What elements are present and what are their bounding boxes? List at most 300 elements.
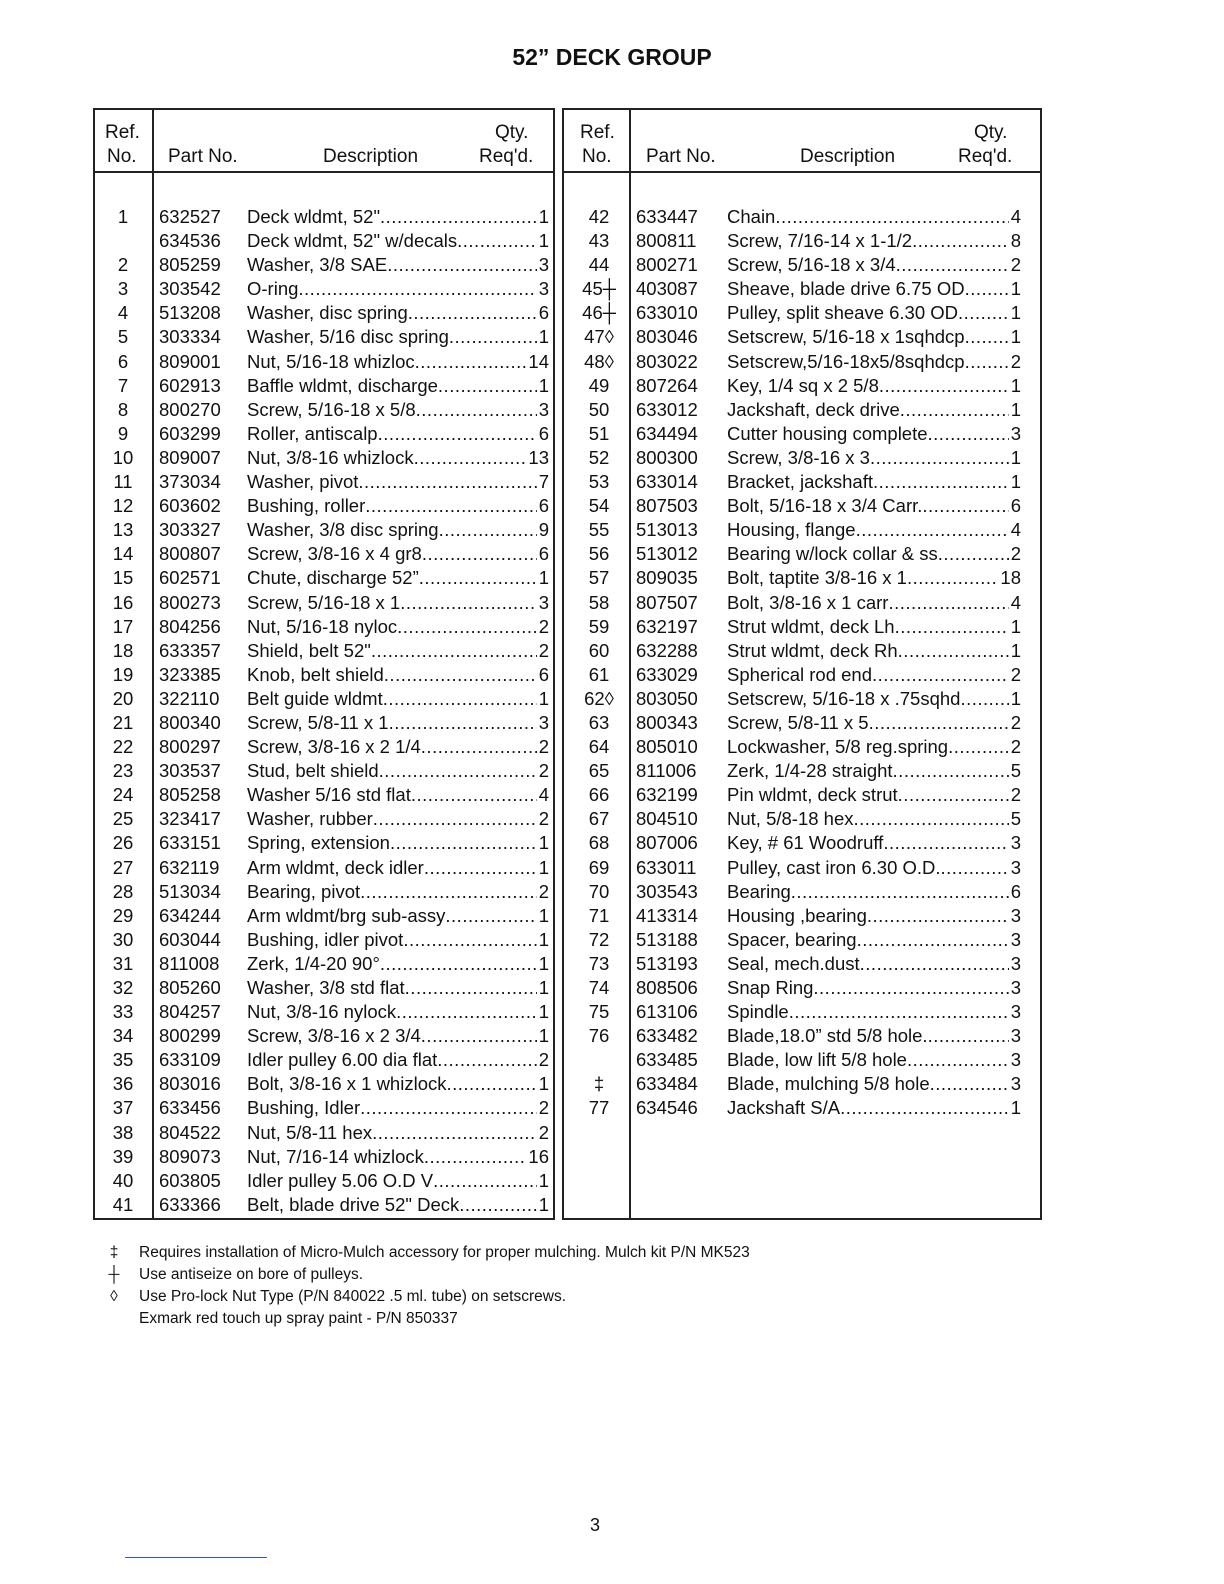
description-text: Bearing <box>727 880 791 902</box>
description-cell <box>727 904 1021 928</box>
table-row <box>564 880 1040 904</box>
description-text: Washer, 3/8 SAE <box>247 254 388 276</box>
description-cell <box>727 735 1021 759</box>
part-number: 323385 <box>159 663 221 685</box>
description-cell <box>247 494 549 518</box>
description-cell <box>247 1000 549 1024</box>
dot-leader <box>411 783 537 807</box>
dot-leader <box>378 422 537 446</box>
ref-number: 7 <box>117 374 129 396</box>
ref-number: 52 <box>588 446 610 468</box>
ref-number: 9 <box>117 422 129 444</box>
dot-leader <box>437 1048 536 1072</box>
ref-number: 21 <box>112 711 134 733</box>
ref-number: 26 <box>112 832 134 854</box>
quantity: 6 <box>1010 495 1021 517</box>
description-cell <box>727 976 1021 1000</box>
part-number: 800811 <box>636 230 697 252</box>
dot-leader <box>879 374 1009 398</box>
description-cell <box>727 542 1021 566</box>
description-cell <box>247 374 549 398</box>
part-number: 809035 <box>636 567 698 589</box>
quantity: 4 <box>1010 206 1021 227</box>
ref-number: 65 <box>588 760 610 782</box>
description-cell <box>247 1024 549 1048</box>
table-row <box>95 1121 553 1145</box>
footnote-text: Exmark red touch up spray paint - P/N 850337 <box>139 1310 458 1327</box>
table-row <box>564 591 1040 615</box>
description-text: Cutter housing complete <box>727 422 928 444</box>
table-row <box>564 904 1040 928</box>
ref-number: 56 <box>588 543 610 565</box>
description-cell <box>247 759 549 783</box>
table-row <box>564 976 1040 1000</box>
quantity: 2 <box>1010 663 1021 685</box>
dot-leader <box>408 301 537 325</box>
table-row <box>564 446 1040 470</box>
description-text: Nut, 5/8-11 hex <box>247 1121 373 1143</box>
ref-number: 59 <box>588 615 610 637</box>
description-text: Deck wldmt, 52" w/decals <box>247 230 458 252</box>
table-row <box>564 1024 1040 1048</box>
table-row <box>564 711 1040 735</box>
part-number: 807006 <box>636 832 698 854</box>
description-cell <box>727 687 1021 711</box>
quantity: 1 <box>1010 302 1021 324</box>
dot-leader <box>360 1096 537 1120</box>
part-number: 632527 <box>159 206 221 227</box>
dot-leader <box>373 807 537 831</box>
dot-leader <box>416 398 537 422</box>
ref-number: 58 <box>588 591 610 613</box>
description-text: Housing, flange <box>727 519 856 541</box>
description-cell <box>247 1145 549 1169</box>
quantity: 3 <box>1010 952 1021 974</box>
ref-number: 33 <box>112 1001 134 1023</box>
part-number: 633447 <box>636 206 698 227</box>
table-row <box>564 639 1040 663</box>
dot-leader <box>384 663 537 687</box>
table-row <box>95 374 553 398</box>
description-header: Description <box>800 146 896 167</box>
description-text: Stud, belt shield <box>247 760 379 782</box>
description-text: Jackshaft, deck drive <box>727 398 900 420</box>
ref-number: 44 <box>588 254 610 276</box>
table-row <box>564 518 1040 542</box>
quantity: 2 <box>538 736 549 758</box>
description-text: Washer, 3/8 std flat <box>247 977 405 998</box>
table-row <box>564 1072 1040 1096</box>
quantity: 2 <box>1010 736 1021 758</box>
parts-table-left <box>93 108 555 1220</box>
dot-leader <box>298 277 536 301</box>
description-text: Setscrew,5/16-18x5/8sqhdcp <box>727 350 965 372</box>
dot-leader <box>439 518 537 542</box>
part-number: 634546 <box>636 1097 698 1119</box>
description-cell <box>727 422 1021 446</box>
quantity: 1 <box>1010 326 1021 348</box>
quantity: 3 <box>1010 832 1021 854</box>
quantity: 1 <box>538 206 549 227</box>
table-row <box>95 904 553 928</box>
description-cell <box>247 1169 549 1193</box>
part-number: 803022 <box>636 350 698 372</box>
description-cell <box>247 807 549 831</box>
table-row <box>95 229 553 253</box>
table-row <box>95 1024 553 1048</box>
description-text: Spring, extension <box>247 832 390 854</box>
quantity: 3 <box>1010 422 1021 444</box>
description-cell <box>247 880 549 904</box>
part-number: 807264 <box>636 374 698 396</box>
ref-number: 3 <box>117 278 129 300</box>
quantity: 6 <box>538 543 549 565</box>
description-cell <box>247 1096 549 1120</box>
table-row <box>95 494 553 518</box>
table-row <box>95 928 553 952</box>
description-cell <box>247 205 549 229</box>
quantity: 1 <box>538 977 549 998</box>
description-text: Washer, 5/16 disc spring <box>247 326 449 348</box>
description-cell <box>247 518 549 542</box>
quantity: 1 <box>538 230 549 252</box>
ref-number: 14 <box>112 543 134 565</box>
table-row <box>95 831 553 855</box>
quantity: 2 <box>1010 543 1021 565</box>
dot-leader <box>789 1000 1009 1024</box>
description-cell <box>247 253 549 277</box>
description-text: Pulley, cast iron 6.30 O.D. <box>727 856 941 878</box>
description-text: Belt, blade drive 52" Deck <box>247 1193 460 1215</box>
description-text: Bolt, taptite 3/8-16 x 1 <box>727 567 907 589</box>
part-number: 803046 <box>636 326 698 348</box>
dot-leader <box>965 325 1009 349</box>
part-number: 800340 <box>159 711 221 733</box>
description-text: Zerk, 1/4-28 straight <box>727 760 893 782</box>
part-number: 403087 <box>636 278 698 300</box>
description-text: Screw, 3/8-16 x 4 gr8 <box>247 543 422 565</box>
quantity: 1 <box>1010 278 1021 300</box>
description-cell <box>727 615 1021 639</box>
description-text: Key, 1/4 sq x 2 5/8 <box>727 374 879 396</box>
part-number: 632199 <box>636 784 698 806</box>
quantity: 1 <box>1010 398 1021 420</box>
dot-leader <box>922 494 1008 518</box>
parts-rows-left <box>95 205 553 1217</box>
table-row <box>95 856 553 880</box>
quantity: 3 <box>538 711 549 733</box>
quantity: 1 <box>538 832 549 854</box>
quantity: 6 <box>538 663 549 685</box>
dot-leader <box>380 205 537 229</box>
table-row <box>95 807 553 831</box>
quantity: 2 <box>1010 711 1021 733</box>
description-text: Deck wldmt, 52" <box>247 206 381 227</box>
quantity: 4 <box>1010 519 1021 541</box>
ref-number: 55 <box>588 519 610 541</box>
part-number: 800299 <box>159 1025 221 1047</box>
dot-leader <box>896 253 1009 277</box>
table-row <box>95 422 553 446</box>
footnote <box>104 1286 750 1308</box>
dot-leader <box>424 1145 527 1169</box>
part-number: 800297 <box>159 736 221 758</box>
table-row <box>95 1048 553 1072</box>
description-text: Sheave, blade drive 6.75 OD <box>727 278 965 300</box>
description-cell <box>727 398 1021 422</box>
ref-number: 5 <box>117 326 129 348</box>
dot-leader <box>372 1121 537 1145</box>
footnote <box>104 1308 750 1330</box>
description-text: Washer, disc spring <box>247 302 408 324</box>
dot-leader <box>867 904 1009 928</box>
quantity: 2 <box>1010 784 1021 806</box>
ref-number: 72 <box>588 928 610 950</box>
part-header: Part No. <box>168 146 238 167</box>
quantity: 1 <box>1010 639 1021 661</box>
quantity: 3 <box>538 398 549 420</box>
description-text: Spindle <box>727 1001 789 1023</box>
ref-number: 13 <box>112 519 134 541</box>
dot-leader <box>930 1072 1009 1096</box>
description-cell <box>727 325 1021 349</box>
footnote-symbol: ‡ <box>109 1244 119 1261</box>
ref-number: 40 <box>112 1169 134 1191</box>
ref-number: 28 <box>112 880 134 902</box>
dot-leader <box>414 446 527 470</box>
description-text: Arm wldmt, deck idler <box>247 856 424 878</box>
ref-number: 34 <box>112 1025 134 1047</box>
dot-leader <box>965 277 1009 301</box>
ref-number: 69 <box>588 856 610 878</box>
description-cell <box>727 663 1021 687</box>
quantity: 3 <box>538 278 549 300</box>
dot-leader <box>857 928 1009 952</box>
quantity: 9 <box>538 519 549 541</box>
description-text: Nut, 7/16-14 whizlock <box>247 1145 424 1167</box>
footnote-symbol: ┼ <box>108 1266 120 1283</box>
dot-leader <box>895 615 1009 639</box>
description-cell <box>727 350 1021 374</box>
parts-rows-right <box>564 205 1040 1121</box>
description-text: Washer, 3/8 disc spring <box>247 519 439 541</box>
part-number: 513193 <box>636 952 698 974</box>
dot-leader <box>948 735 1009 759</box>
quantity: 3 <box>1010 977 1021 998</box>
table-row <box>95 398 553 422</box>
part-number: 634494 <box>636 422 698 444</box>
description-text: Spacer, bearing <box>727 928 857 950</box>
table-row <box>95 1072 553 1096</box>
ref-number: 2 <box>117 254 129 276</box>
quantity: 2 <box>1010 350 1021 372</box>
description-cell <box>247 928 549 952</box>
table-row <box>95 1000 553 1024</box>
ref-number: 23 <box>112 760 134 782</box>
description-text: Screw, 3/8-16 x 2 3/4 <box>247 1025 421 1047</box>
part-number: 303327 <box>159 519 221 541</box>
quantity: 1 <box>1010 615 1021 637</box>
quantity: 1 <box>1010 471 1021 493</box>
dot-leader <box>415 350 527 374</box>
description-cell <box>727 639 1021 663</box>
quantity: 3 <box>1010 856 1021 878</box>
description-cell <box>727 880 1021 904</box>
table-row <box>95 253 553 277</box>
quantity: 1 <box>538 904 549 926</box>
quantity: 1 <box>538 856 549 878</box>
description-cell <box>727 1024 1021 1048</box>
table-row <box>564 494 1040 518</box>
part-number: 805258 <box>159 784 221 806</box>
ref-number: 73 <box>588 952 610 974</box>
description-text: Bolt, 5/16-18 x 3/4 Carr. <box>727 495 923 517</box>
dot-leader <box>424 856 537 880</box>
quantity: 3 <box>1010 1025 1021 1047</box>
quantity: 1 <box>538 374 549 396</box>
ref-number: 57 <box>588 567 610 589</box>
part-number: 323417 <box>159 808 221 830</box>
description-cell <box>727 591 1021 615</box>
quantity: 2 <box>1010 254 1021 276</box>
quantity: 2 <box>538 1097 549 1119</box>
table-row <box>95 783 553 807</box>
ref-number: 4 <box>117 302 129 324</box>
description-cell <box>727 831 1021 855</box>
description-text: Nut, 5/16-18 whizloc <box>247 350 415 372</box>
page-number: 3 <box>589 1515 600 1535</box>
quantity: 1 <box>538 567 549 589</box>
description-text: Screw, 5/16-18 x 3/4 <box>727 254 896 276</box>
table-row <box>95 1193 553 1217</box>
ref-number: 49 <box>588 374 610 396</box>
ref-number: 22 <box>112 736 134 758</box>
description-cell <box>247 711 549 735</box>
table-row <box>95 470 553 494</box>
table-row <box>95 663 553 687</box>
ref-number: 29 <box>112 904 134 926</box>
dot-leader <box>813 976 1008 1000</box>
dot-leader <box>870 446 1009 470</box>
description-cell <box>727 928 1021 952</box>
description-cell <box>727 253 1021 277</box>
part-number: 633109 <box>159 1049 221 1071</box>
table-row <box>564 374 1040 398</box>
ref-number: 46┼ <box>582 302 616 324</box>
quantity: 3 <box>538 254 549 276</box>
ref-number: 11 <box>113 471 133 493</box>
quantity: 14 <box>528 350 549 372</box>
quantity: 3 <box>1010 904 1021 926</box>
description-cell <box>727 1096 1021 1120</box>
description-cell <box>727 518 1021 542</box>
description-text: Pulley, split sheave 6.30 OD <box>727 302 959 324</box>
description-text: Knob, belt shield <box>247 663 384 685</box>
quantity: 1 <box>1010 374 1021 396</box>
ref-number: 8 <box>117 398 129 420</box>
dot-leader <box>791 880 1009 904</box>
ref-number: 60 <box>588 639 610 661</box>
quantity: 2 <box>538 1049 549 1071</box>
description-text: Washer, pivot <box>247 471 359 493</box>
table-row <box>564 566 1040 590</box>
part-number: 603299 <box>159 422 221 444</box>
description-text: Spherical rod end <box>727 663 873 685</box>
description-cell <box>247 952 549 976</box>
description-text: Strut wldmt, deck Lh <box>727 615 895 637</box>
description-cell <box>247 325 549 349</box>
ref-number: 75 <box>588 1001 610 1023</box>
quantity: 1 <box>1010 1097 1021 1119</box>
table-row <box>564 470 1040 494</box>
qty-header-line2: Req'd. <box>958 146 1013 167</box>
description-cell <box>727 1000 1021 1024</box>
dot-leader <box>873 470 1009 494</box>
dot-leader <box>965 350 1009 374</box>
dot-leader <box>941 856 1009 880</box>
ref-number: 74 <box>588 977 610 998</box>
dot-leader <box>358 470 536 494</box>
dot-leader <box>872 663 1009 687</box>
description-text: Idler pulley 5.06 O.D V <box>247 1169 434 1191</box>
part-number: 805259 <box>159 254 221 276</box>
part-number: 804510 <box>636 808 698 830</box>
description-text: Idler pulley 6.00 dia flat <box>247 1049 438 1071</box>
table-row <box>564 783 1040 807</box>
ref-number: 12 <box>112 495 134 517</box>
quantity: 1 <box>538 952 549 974</box>
description-cell <box>727 783 1021 807</box>
table-row <box>564 856 1040 880</box>
dot-leader <box>457 229 537 253</box>
description-text: Belt guide wldmt <box>247 687 383 709</box>
qty-header-line2: Req'd. <box>479 146 534 167</box>
ref-number: 27 <box>112 856 134 878</box>
quantity: 6 <box>538 302 549 324</box>
description-text: Baffle wldmt, discharge <box>247 374 438 396</box>
part-number: 373034 <box>159 471 221 493</box>
description-text: Blade, low lift 5/8 hole <box>727 1049 907 1071</box>
quantity: 2 <box>538 1121 549 1143</box>
description-text: Seal, mech.dust <box>727 952 860 974</box>
ref-number: 70 <box>588 880 610 902</box>
description-cell <box>727 1048 1021 1072</box>
quantity: 2 <box>538 808 549 830</box>
description-text: Bearing w/lock collar & ss <box>727 543 938 565</box>
quantity: 2 <box>538 880 549 902</box>
ref-number: 66 <box>588 784 610 806</box>
part-header: Part No. <box>646 146 716 167</box>
dot-leader <box>360 880 537 904</box>
description-text: Blade, mulching 5/8 hole <box>727 1073 930 1095</box>
part-number: 809001 <box>159 350 221 372</box>
ref-number: 32 <box>112 977 134 998</box>
quantity: 1 <box>1010 446 1021 468</box>
table-row <box>564 542 1040 566</box>
description-cell <box>247 639 549 663</box>
part-number: 633482 <box>636 1025 698 1047</box>
dot-leader <box>958 301 1009 325</box>
part-number: 811008 <box>159 952 220 974</box>
description-cell <box>727 374 1021 398</box>
dot-leader <box>893 759 1009 783</box>
part-number: 513208 <box>159 302 221 324</box>
dot-leader <box>449 325 537 349</box>
part-number: 633484 <box>636 1073 698 1095</box>
table-row <box>95 639 553 663</box>
description-text: Bolt, 3/8-16 x 1 carr <box>727 591 889 613</box>
description-text: Screw, 3/8-16 x 3 <box>727 446 870 468</box>
